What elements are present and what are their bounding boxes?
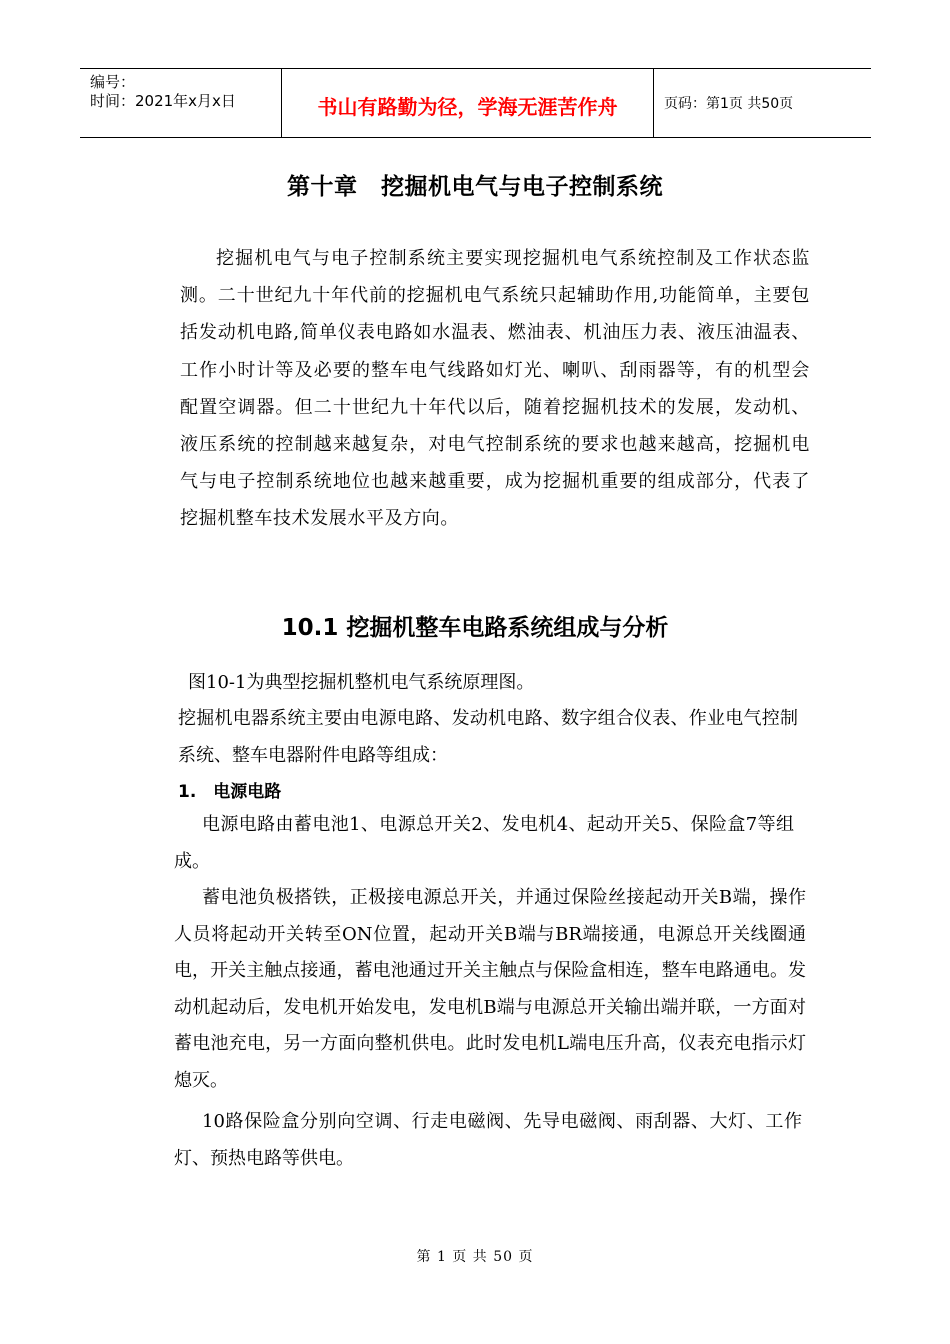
date-label: 时间：2021年x月x日	[90, 92, 236, 110]
power-circuit-paragraph-3: 10路保险盒分别向空调、行走电磁阀、先导电磁阀、雨刮器、大灯、工作灯、预热电路等供电。	[174, 1111, 802, 1169]
page-footer: 第 1 页 共 50 页	[416, 1249, 534, 1265]
chapter-title: 第十章 挖掘机电气与电子控制系统	[287, 174, 663, 200]
header-motto: 书山有路勤为径，学海无涯苦作舟	[281, 69, 654, 137]
subsection-heading: 1. 电源电路	[178, 782, 282, 802]
header-meta	[80, 69, 281, 137]
section-title: 10.1 挖掘机整车电路系统组成与分析	[281, 615, 669, 641]
figure-reference: 图10-1为典型挖掘机整机电气系统原理图。	[188, 672, 535, 693]
document-header	[80, 68, 871, 138]
power-circuit-paragraph-1: 电源电路由蓄电池1、电源总开关2、发电机4、起动开关5、保险盒7等组成。	[174, 814, 794, 872]
header-page-info: 页码：第1页 共50页	[664, 96, 794, 112]
power-circuit-paragraph-2: 蓄电池负极搭铁，正极接电源总开关，并通过保险丝接起动开关B端，操作人员将起动开关转至ON位置，起动开关B端与BR端接通，电源总开关线圈通电，开关主触点接通，蓄电池通过开关主触点与保险盒相连，整车电路通电。发动机起动后，发电机开始发电，发电机B端与电源总开关输出端并联，一方面对蓄电池充电，另一方面向整机供电。此时发电机L端电压升高，仪表充电指示灯熄灭。	[174, 887, 806, 1091]
intro-paragraph: 挖掘机电气与电子控制系统主要实现挖掘机电气系统控制及工作状态监测。二十世纪九十年代前的挖掘机电气系统只起辅助作用,功能简单，主要包括发动机电路,简单仪表电路如水温表、燃油表、机油压力表、液压油温表、工作小时计等及必要的整车电气线路如灯光、喇叭、刮雨器等，有的机型会配置空调器。但二十世纪九十年代以后，随着挖掘机技术的发展，发动机、液压系统的控制越来越复杂，对电气控制系统的要求也越来越高，挖掘机电气与电子控制系统地位也越来越重要，成为挖掘机重要的组成部分，代表了挖掘机整车技术发展水平及方向。	[180, 248, 810, 530]
code-label: 编号：	[90, 73, 136, 91]
system-overview: 挖掘机电器系统主要由电源电路、发动机电路、数字组合仪表、作业电气控制系统、整车电器附件电路等组成：	[178, 708, 798, 766]
